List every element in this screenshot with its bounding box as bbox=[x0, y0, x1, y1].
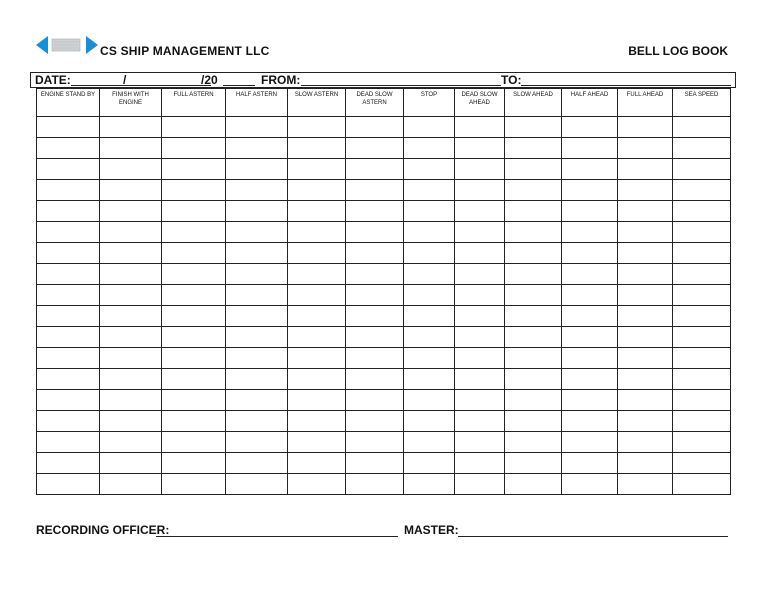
table-cell[interactable] bbox=[673, 138, 731, 159]
table-cell[interactable] bbox=[100, 327, 162, 348]
table-cell[interactable] bbox=[162, 138, 226, 159]
table-cell[interactable] bbox=[404, 264, 455, 285]
table-row bbox=[37, 369, 731, 390]
table-cell[interactable] bbox=[404, 348, 455, 369]
table-row bbox=[37, 306, 731, 327]
table-cell[interactable] bbox=[162, 264, 226, 285]
table-cell[interactable] bbox=[455, 180, 505, 201]
table-cell[interactable] bbox=[162, 222, 226, 243]
table-row bbox=[37, 474, 731, 495]
table-row bbox=[37, 327, 731, 348]
table-cell[interactable] bbox=[162, 285, 226, 306]
table-cell[interactable] bbox=[162, 327, 226, 348]
table-cell[interactable] bbox=[100, 390, 162, 411]
table-cell[interactable] bbox=[346, 327, 404, 348]
table-cell[interactable] bbox=[562, 180, 618, 201]
table-cell[interactable] bbox=[455, 411, 505, 432]
table-cell[interactable] bbox=[226, 159, 288, 180]
table-cell[interactable] bbox=[618, 159, 673, 180]
table-cell[interactable] bbox=[162, 390, 226, 411]
table-cell[interactable] bbox=[346, 285, 404, 306]
table-cell[interactable] bbox=[288, 222, 346, 243]
table-cell[interactable] bbox=[37, 474, 100, 495]
table-cell[interactable] bbox=[562, 285, 618, 306]
table-cell[interactable] bbox=[562, 348, 618, 369]
table-cell[interactable] bbox=[505, 390, 562, 411]
column-header: DEAD SLOW AHEAD bbox=[455, 89, 505, 117]
column-header: FULL ASTERN bbox=[162, 89, 226, 117]
table-cell[interactable] bbox=[346, 201, 404, 222]
table-cell[interactable] bbox=[505, 369, 562, 390]
table-cell[interactable] bbox=[455, 432, 505, 453]
bell-log-table bbox=[36, 88, 731, 495]
table-cell[interactable] bbox=[404, 411, 455, 432]
table-cell[interactable] bbox=[673, 390, 731, 411]
table-cell[interactable] bbox=[162, 432, 226, 453]
column-header: FULL AHEAD bbox=[618, 89, 673, 117]
table-cell[interactable] bbox=[226, 474, 288, 495]
table-cell[interactable] bbox=[562, 306, 618, 327]
table-cell[interactable] bbox=[562, 453, 618, 474]
table-row bbox=[37, 411, 731, 432]
table-row bbox=[37, 180, 731, 201]
table-cell[interactable] bbox=[673, 369, 731, 390]
table-cell[interactable] bbox=[37, 138, 100, 159]
table-cell[interactable] bbox=[226, 453, 288, 474]
table-cell[interactable] bbox=[162, 369, 226, 390]
table-cell[interactable] bbox=[404, 243, 455, 264]
table-cell[interactable] bbox=[404, 138, 455, 159]
table-cell[interactable] bbox=[618, 327, 673, 348]
table-cell[interactable] bbox=[346, 243, 404, 264]
table-cell[interactable] bbox=[455, 327, 505, 348]
document-title: BELL LOG BOOK bbox=[628, 44, 728, 58]
date-from-to-bar bbox=[30, 72, 736, 88]
table-cell[interactable] bbox=[455, 348, 505, 369]
table-cell[interactable] bbox=[562, 138, 618, 159]
table-cell[interactable] bbox=[673, 201, 731, 222]
table-cell[interactable] bbox=[455, 453, 505, 474]
table-cell[interactable] bbox=[505, 159, 562, 180]
table-cell[interactable] bbox=[37, 285, 100, 306]
table-cell[interactable] bbox=[618, 432, 673, 453]
table-cell[interactable] bbox=[100, 243, 162, 264]
table-cell[interactable] bbox=[562, 201, 618, 222]
table-cell[interactable] bbox=[673, 264, 731, 285]
table-cell[interactable] bbox=[162, 474, 226, 495]
date-label: DATE: bbox=[35, 73, 71, 87]
table-cell[interactable] bbox=[673, 159, 731, 180]
table-cell[interactable] bbox=[404, 180, 455, 201]
year-field-line[interactable] bbox=[223, 85, 255, 86]
table-row bbox=[37, 285, 731, 306]
table-row bbox=[37, 390, 731, 411]
table-cell[interactable] bbox=[226, 390, 288, 411]
table-cell[interactable] bbox=[100, 453, 162, 474]
table-cell[interactable] bbox=[162, 348, 226, 369]
table-cell[interactable] bbox=[562, 411, 618, 432]
table-cell[interactable] bbox=[288, 432, 346, 453]
table-cell[interactable] bbox=[226, 222, 288, 243]
table-cell[interactable] bbox=[100, 159, 162, 180]
column-header: SLOW ASTERN bbox=[288, 89, 346, 117]
table-cell[interactable] bbox=[618, 243, 673, 264]
table-cell[interactable] bbox=[162, 180, 226, 201]
table-cell[interactable] bbox=[37, 411, 100, 432]
table-row bbox=[37, 222, 731, 243]
table-cell[interactable] bbox=[226, 285, 288, 306]
table-cell[interactable] bbox=[226, 432, 288, 453]
table-cell[interactable] bbox=[404, 474, 455, 495]
table-cell[interactable] bbox=[455, 285, 505, 306]
table-row bbox=[37, 243, 731, 264]
table-cell[interactable] bbox=[404, 306, 455, 327]
table-cell[interactable] bbox=[673, 180, 731, 201]
table-cell[interactable] bbox=[288, 369, 346, 390]
table-cell[interactable] bbox=[455, 474, 505, 495]
table-cell[interactable] bbox=[288, 243, 346, 264]
table-cell[interactable] bbox=[562, 432, 618, 453]
to-label: TO: bbox=[501, 73, 522, 87]
column-header: STOP bbox=[404, 89, 455, 117]
table-cell[interactable] bbox=[100, 138, 162, 159]
table-cell[interactable] bbox=[618, 222, 673, 243]
column-header: HALF ASTERN bbox=[226, 89, 288, 117]
table-cell[interactable] bbox=[673, 474, 731, 495]
table-cell[interactable] bbox=[618, 474, 673, 495]
to-field-line[interactable] bbox=[521, 85, 731, 86]
table-cell[interactable] bbox=[100, 411, 162, 432]
table-cell[interactable] bbox=[618, 117, 673, 138]
table-cell[interactable] bbox=[100, 432, 162, 453]
table-cell[interactable] bbox=[618, 306, 673, 327]
table-cell[interactable] bbox=[455, 117, 505, 138]
table-cell[interactable] bbox=[455, 264, 505, 285]
table-cell[interactable] bbox=[37, 222, 100, 243]
table-cell[interactable] bbox=[162, 201, 226, 222]
table-cell[interactable] bbox=[288, 306, 346, 327]
table-cell[interactable] bbox=[37, 327, 100, 348]
column-header: FINISH WITH ENGINE bbox=[100, 89, 162, 117]
table-cell[interactable] bbox=[673, 432, 731, 453]
table-cell[interactable] bbox=[404, 390, 455, 411]
table-cell[interactable] bbox=[505, 117, 562, 138]
table-cell[interactable] bbox=[288, 411, 346, 432]
table-cell[interactable] bbox=[288, 285, 346, 306]
table-cell[interactable] bbox=[562, 264, 618, 285]
table-cell[interactable] bbox=[288, 474, 346, 495]
table-header-row bbox=[37, 89, 731, 117]
table-cell[interactable] bbox=[505, 411, 562, 432]
table-cell[interactable] bbox=[288, 390, 346, 411]
table-cell[interactable] bbox=[37, 180, 100, 201]
table-cell[interactable] bbox=[673, 285, 731, 306]
table-row bbox=[37, 117, 731, 138]
table-cell[interactable] bbox=[37, 453, 100, 474]
table-cell[interactable] bbox=[37, 264, 100, 285]
table-cell[interactable] bbox=[288, 138, 346, 159]
table-cell[interactable] bbox=[505, 138, 562, 159]
date-field-line[interactable] bbox=[71, 85, 211, 86]
master-field-line[interactable] bbox=[458, 536, 728, 537]
table-cell[interactable] bbox=[505, 285, 562, 306]
from-field-line[interactable] bbox=[301, 85, 501, 86]
table-cell[interactable] bbox=[505, 201, 562, 222]
table-cell[interactable] bbox=[346, 138, 404, 159]
table-cell[interactable] bbox=[288, 264, 346, 285]
table-cell[interactable] bbox=[100, 474, 162, 495]
table-cell[interactable] bbox=[346, 348, 404, 369]
table-cell[interactable] bbox=[346, 432, 404, 453]
column-header: DEAD SLOW ASTERN bbox=[346, 89, 404, 117]
table-row bbox=[37, 348, 731, 369]
table-cell[interactable] bbox=[346, 159, 404, 180]
table-cell[interactable] bbox=[100, 285, 162, 306]
table-cell[interactable] bbox=[455, 390, 505, 411]
table-cell[interactable] bbox=[618, 390, 673, 411]
table-cell[interactable] bbox=[288, 201, 346, 222]
table-cell[interactable] bbox=[288, 180, 346, 201]
table-cell[interactable] bbox=[618, 201, 673, 222]
table-cell[interactable] bbox=[162, 306, 226, 327]
table-cell[interactable] bbox=[100, 348, 162, 369]
table-cell[interactable] bbox=[562, 243, 618, 264]
table-row bbox=[37, 201, 731, 222]
table-cell[interactable] bbox=[162, 453, 226, 474]
table-cell[interactable] bbox=[346, 306, 404, 327]
table-body bbox=[37, 117, 731, 495]
table-cell[interactable] bbox=[404, 327, 455, 348]
table-cell[interactable] bbox=[288, 453, 346, 474]
table-cell[interactable] bbox=[162, 117, 226, 138]
table-cell[interactable] bbox=[346, 411, 404, 432]
table-cell[interactable] bbox=[162, 243, 226, 264]
table-cell[interactable] bbox=[404, 453, 455, 474]
table-cell[interactable] bbox=[226, 411, 288, 432]
table-cell[interactable] bbox=[455, 222, 505, 243]
table-cell[interactable] bbox=[673, 243, 731, 264]
table-cell[interactable] bbox=[288, 348, 346, 369]
table-cell[interactable] bbox=[505, 306, 562, 327]
column-header: HALF AHEAD bbox=[562, 89, 618, 117]
table-cell[interactable] bbox=[618, 264, 673, 285]
table-cell[interactable] bbox=[346, 474, 404, 495]
table-cell[interactable] bbox=[673, 117, 731, 138]
left-arrow-icon bbox=[36, 36, 48, 54]
table-cell[interactable] bbox=[37, 369, 100, 390]
table-cell[interactable] bbox=[505, 474, 562, 495]
table-cell[interactable] bbox=[562, 369, 618, 390]
table-cell[interactable] bbox=[455, 306, 505, 327]
table-cell[interactable] bbox=[226, 327, 288, 348]
company-logo bbox=[36, 36, 98, 54]
table-cell[interactable] bbox=[673, 327, 731, 348]
table-cell[interactable] bbox=[562, 390, 618, 411]
table-cell[interactable] bbox=[288, 117, 346, 138]
table-cell[interactable] bbox=[37, 306, 100, 327]
table-cell[interactable] bbox=[100, 369, 162, 390]
table-row bbox=[37, 453, 731, 474]
column-header: SEA SPEED bbox=[673, 89, 731, 117]
table-cell[interactable] bbox=[226, 306, 288, 327]
recording-officer-label: RECORDING OFFICER: bbox=[36, 523, 170, 537]
table-cell[interactable] bbox=[404, 201, 455, 222]
table-cell[interactable] bbox=[226, 138, 288, 159]
table-cell[interactable] bbox=[37, 348, 100, 369]
table-cell[interactable] bbox=[100, 222, 162, 243]
table-cell[interactable] bbox=[346, 264, 404, 285]
table-cell[interactable] bbox=[226, 243, 288, 264]
table-cell[interactable] bbox=[505, 432, 562, 453]
table-cell[interactable] bbox=[505, 348, 562, 369]
table-cell[interactable] bbox=[618, 411, 673, 432]
table-cell[interactable] bbox=[37, 390, 100, 411]
table-cell[interactable] bbox=[455, 159, 505, 180]
table-cell[interactable] bbox=[673, 411, 731, 432]
table-cell[interactable] bbox=[618, 369, 673, 390]
table-cell[interactable] bbox=[618, 180, 673, 201]
table-row bbox=[37, 264, 731, 285]
table-cell[interactable] bbox=[404, 285, 455, 306]
table-cell[interactable] bbox=[618, 285, 673, 306]
recording-officer-field-line[interactable] bbox=[156, 536, 398, 537]
table-row bbox=[37, 432, 731, 453]
table-cell[interactable] bbox=[505, 222, 562, 243]
from-label: FROM: bbox=[261, 73, 301, 87]
table-cell[interactable] bbox=[100, 180, 162, 201]
table-cell[interactable] bbox=[100, 306, 162, 327]
table-cell[interactable] bbox=[562, 117, 618, 138]
table-cell[interactable] bbox=[505, 243, 562, 264]
year-prefix: /20 bbox=[201, 73, 218, 87]
table-cell[interactable] bbox=[100, 117, 162, 138]
table-cell[interactable] bbox=[673, 306, 731, 327]
table-cell[interactable] bbox=[673, 453, 731, 474]
table-cell[interactable] bbox=[346, 180, 404, 201]
table-cell[interactable] bbox=[226, 348, 288, 369]
table-cell[interactable] bbox=[100, 201, 162, 222]
table-cell[interactable] bbox=[618, 453, 673, 474]
table-cell[interactable] bbox=[404, 159, 455, 180]
column-header: ENGINE STAND BY bbox=[37, 89, 100, 117]
table-row bbox=[37, 138, 731, 159]
table-cell[interactable] bbox=[162, 159, 226, 180]
table-cell[interactable] bbox=[346, 390, 404, 411]
table-cell[interactable] bbox=[346, 222, 404, 243]
master-label: MASTER: bbox=[404, 523, 459, 537]
table-cell[interactable] bbox=[618, 138, 673, 159]
table-cell[interactable] bbox=[226, 369, 288, 390]
table-cell[interactable] bbox=[505, 264, 562, 285]
table-cell[interactable] bbox=[288, 327, 346, 348]
table-cell[interactable] bbox=[562, 159, 618, 180]
table-cell[interactable] bbox=[404, 432, 455, 453]
table-cell[interactable] bbox=[404, 369, 455, 390]
table-cell[interactable] bbox=[404, 117, 455, 138]
table-cell[interactable] bbox=[562, 327, 618, 348]
table-cell[interactable] bbox=[37, 159, 100, 180]
table-cell[interactable] bbox=[288, 159, 346, 180]
right-arrow-icon bbox=[86, 36, 98, 54]
table-cell[interactable] bbox=[673, 348, 731, 369]
table-cell[interactable] bbox=[37, 243, 100, 264]
table-cell[interactable] bbox=[346, 117, 404, 138]
table-cell[interactable] bbox=[37, 201, 100, 222]
table-cell[interactable] bbox=[226, 264, 288, 285]
table-cell[interactable] bbox=[226, 201, 288, 222]
table-cell[interactable] bbox=[162, 411, 226, 432]
table-cell[interactable] bbox=[455, 201, 505, 222]
company-name: CS SHIP MANAGEMENT LLC bbox=[100, 44, 270, 58]
table-cell[interactable] bbox=[226, 180, 288, 201]
table-cell[interactable] bbox=[505, 180, 562, 201]
table-cell[interactable] bbox=[455, 243, 505, 264]
table-cell[interactable] bbox=[100, 264, 162, 285]
table-cell[interactable] bbox=[505, 327, 562, 348]
table-row bbox=[37, 159, 731, 180]
table-cell[interactable] bbox=[455, 369, 505, 390]
table-cell[interactable] bbox=[562, 222, 618, 243]
table-cell[interactable] bbox=[404, 222, 455, 243]
table-cell[interactable] bbox=[505, 453, 562, 474]
table-cell[interactable] bbox=[673, 222, 731, 243]
table-cell[interactable] bbox=[37, 432, 100, 453]
column-header: SLOW AHEAD bbox=[505, 89, 562, 117]
table-cell[interactable] bbox=[37, 117, 100, 138]
table-cell[interactable] bbox=[455, 138, 505, 159]
table-cell[interactable] bbox=[226, 117, 288, 138]
table-cell[interactable] bbox=[562, 474, 618, 495]
table-cell[interactable] bbox=[346, 369, 404, 390]
table-cell[interactable] bbox=[346, 453, 404, 474]
table-cell[interactable] bbox=[618, 348, 673, 369]
date-slash: / bbox=[123, 73, 127, 87]
